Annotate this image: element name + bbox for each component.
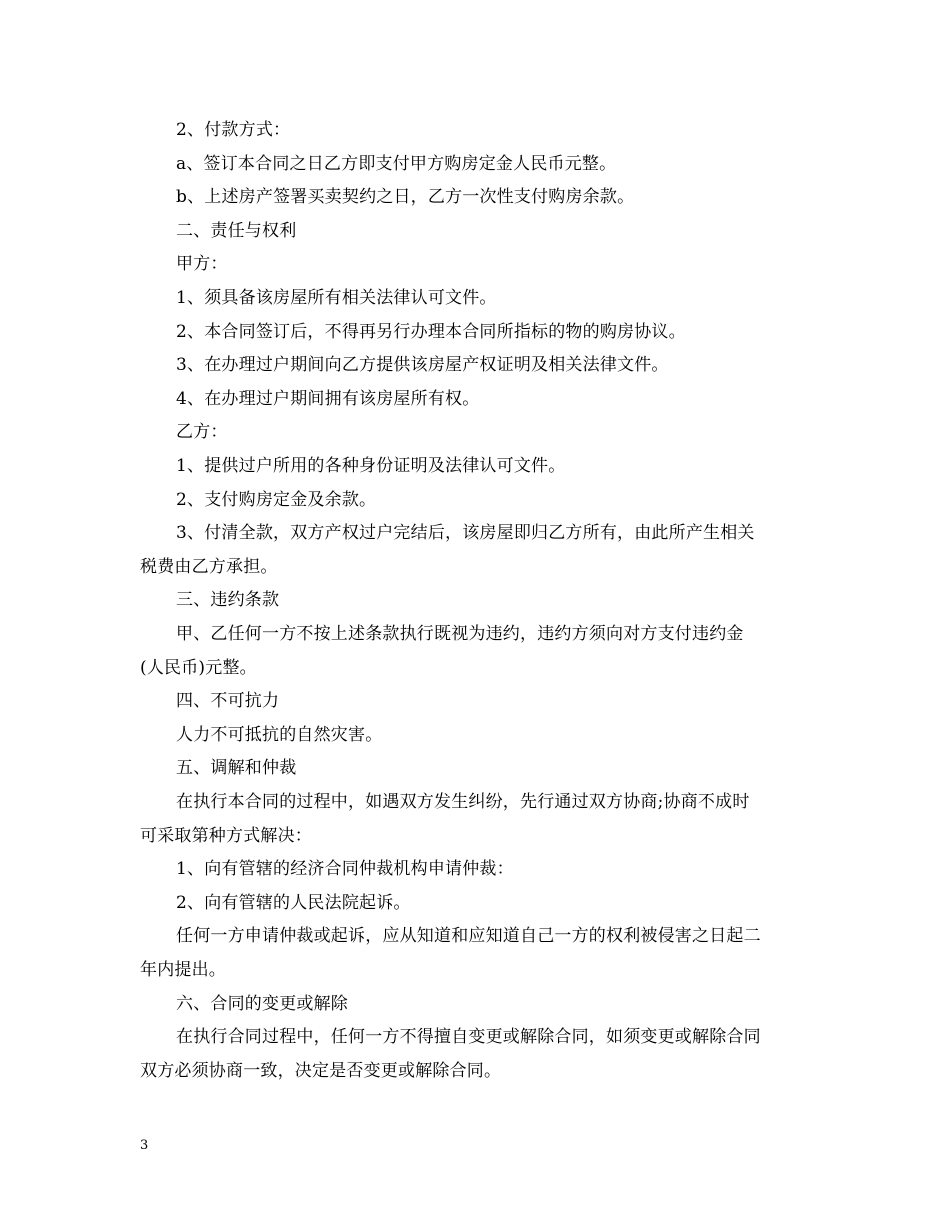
document-line: 甲、乙任何一方不按上述条款执行既视为违约，违约方须向对方支付违约金 [176,624,744,644]
document-line: 甲方： [176,254,228,275]
document-line: 双方必须协商一致，决定是否变更或解除合同。 [140,1060,502,1081]
document-line: 4、在办理过户期间拥有该房屋所有权。 [176,388,480,409]
document-line: (人民币)元整。 [140,657,257,678]
document-line: 六、合同的变更或解除 [176,993,348,1014]
document-line: 2、本合同签订后，不得再另行办理本合同所指标的物的购房协议。 [176,321,686,342]
document-line: 3、在办理过户期间向乙方提供该房屋产权证明及相关法律文件。 [176,355,669,376]
document-line: b、上述房产签署买卖契约之日，乙方一次性支付购房余款。 [176,187,635,208]
document-line: 2、支付购房定金及余款。 [176,489,377,510]
document-line: 五、调解和仲裁 [176,758,297,779]
document-line: a、签订本合同之日乙方即支付甲方购房定金人民币元整。 [176,153,617,174]
document-line: 1、须具备该房屋所有相关法律认可文件。 [176,288,497,308]
document-line: 四、不可抗力 [176,691,280,712]
document-line: 税费由乙方承担。 [140,556,278,577]
document-line: 任何一方申请仲裁或起诉，应从知道和应知道自己一方的权利被侵害之日起二 [176,926,761,947]
document-line: 在执行本合同的过程中，如遇双方发生纠纷，先行通过双方协商;协商不成时 [176,792,750,812]
document-line: 1、向有管辖的经济合同仲裁机构申请仲裁： [176,859,514,880]
page-number: 3 [140,1138,149,1153]
document-line: 年内提出。 [140,960,226,980]
document-line: 2、向有管辖的人民法院起诉。 [176,892,411,913]
document-line: 二、责任与权利 [176,220,297,241]
document-line: 2、付款方式： [176,120,291,140]
document-line: 乙方： [176,422,228,443]
document-line: 在执行合同过程中，任何一方不得擅自变更或解除合同，如须变更或解除合同 [176,1027,761,1048]
document-line: 三、违约条款 [176,590,280,611]
document-line: 3、付清全款，双方产权过户完结后，该房屋即归乙方所有，由此所产生相关 [176,523,755,544]
document-line: 1、提供过户所用的各种身份证明及法律认可文件。 [176,456,566,476]
document-line: 可采取第种方式解决： [140,825,312,846]
document-line: 人力不可抵抗的自然灾害。 [176,724,383,745]
